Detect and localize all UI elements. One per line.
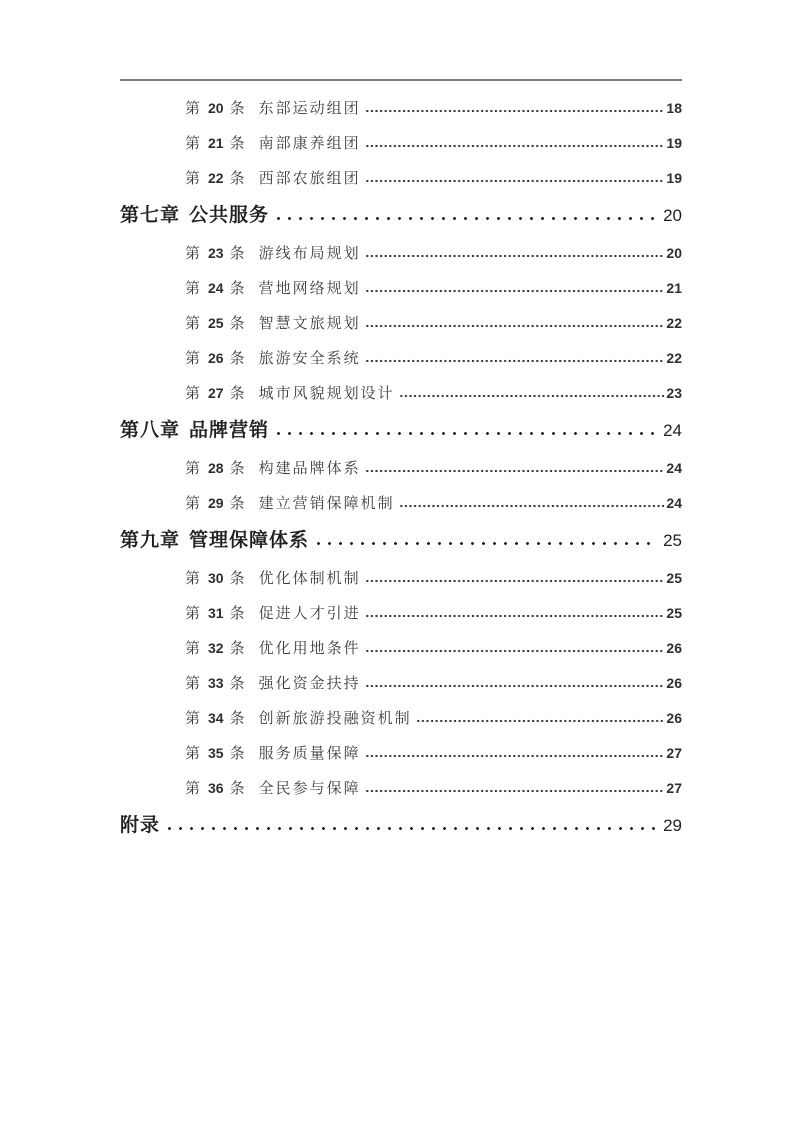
toc-entry-label-prefix: 第 xyxy=(185,316,203,332)
toc-entry-number: 26 xyxy=(208,350,224,366)
toc-entry-label-prefix: 第 xyxy=(185,461,203,477)
toc-entry-title: 游线布局规划 xyxy=(258,246,361,262)
toc-entry-title: 旅游安全系统 xyxy=(258,351,361,367)
toc-chapter-entry[interactable] xyxy=(120,411,682,451)
toc-article-entry[interactable] xyxy=(185,271,682,306)
toc-entry-title: 管理保障体系 xyxy=(189,530,310,551)
dot-leader xyxy=(273,431,656,436)
toc-entry-title: 全民参与保障 xyxy=(258,781,361,797)
dot-leader xyxy=(365,614,665,618)
toc-entry-number: 31 xyxy=(208,605,224,621)
toc-entry-label-suffix: 条 xyxy=(229,676,247,692)
dot-leader xyxy=(365,324,665,328)
toc-article-entry[interactable] xyxy=(185,126,682,161)
toc-entry-label-suffix: 条 xyxy=(229,711,247,727)
dot-leader xyxy=(365,254,665,258)
toc-article-entry[interactable] xyxy=(185,236,682,271)
dot-leader xyxy=(365,289,665,293)
toc-entry-title: 公共服务 xyxy=(189,205,270,226)
toc-entry-label-suffix: 条 xyxy=(229,281,247,297)
toc-article-entry[interactable] xyxy=(185,341,682,376)
toc-article-entry[interactable] xyxy=(185,306,682,341)
dot-leader xyxy=(399,504,665,508)
toc-entry-page-number: 22 xyxy=(666,350,682,366)
dot-leader xyxy=(365,789,665,793)
dot-leader xyxy=(313,541,656,546)
toc-entry-page-number: 27 xyxy=(666,745,682,761)
toc-entry-page-number: 24 xyxy=(663,421,682,440)
toc-entry-page-number: 24 xyxy=(666,495,682,511)
toc-article-entry[interactable] xyxy=(185,561,682,596)
toc-entry-title: 构建品牌体系 xyxy=(258,461,361,477)
dot-leader xyxy=(365,359,665,363)
dot-leader xyxy=(365,649,665,653)
toc-entry-page-number: 25 xyxy=(663,531,682,550)
dot-leader xyxy=(365,109,665,113)
dot-leader xyxy=(399,394,665,398)
dot-leader xyxy=(416,719,665,723)
toc-entry-title: 城市风貌规划设计 xyxy=(258,386,395,402)
toc-entry-label-suffix: 条 xyxy=(229,571,247,587)
toc-entry-page-number: 26 xyxy=(666,640,682,656)
dot-leader xyxy=(365,754,665,758)
toc-entry-number: 27 xyxy=(208,385,224,401)
toc-entry-title: 优化用地条件 xyxy=(258,641,361,657)
toc-entry-label-suffix: 条 xyxy=(229,781,247,797)
toc-article-entry[interactable] xyxy=(185,376,682,411)
toc-entry-page-number: 19 xyxy=(666,135,682,151)
toc-entry-number: 35 xyxy=(208,745,224,761)
toc-entry-label-suffix: 条 xyxy=(229,171,247,187)
toc-entry-title: 东部运动组团 xyxy=(258,101,361,117)
toc-entry-label-suffix: 条 xyxy=(229,641,247,657)
toc-entry-title: 创新旅游投融资机制 xyxy=(258,711,412,727)
toc-entry-label-prefix: 第 xyxy=(185,711,203,727)
toc-entry-label-prefix: 第 xyxy=(185,496,203,512)
toc-entry-label-prefix: 第 xyxy=(185,246,203,262)
toc-article-entry[interactable] xyxy=(185,701,682,736)
toc-entry-label: 附录 xyxy=(120,815,161,836)
toc-entry-label-suffix: 条 xyxy=(229,496,247,512)
toc-entry-number: 36 xyxy=(208,780,224,796)
toc-entry-label-suffix: 条 xyxy=(229,386,247,402)
toc-entry-page-number: 20 xyxy=(663,206,682,225)
toc-entry-page-number: 26 xyxy=(666,675,682,691)
toc-article-entry[interactable] xyxy=(185,486,682,521)
header-rule xyxy=(120,79,682,81)
toc-entry-label-suffix: 条 xyxy=(229,101,247,117)
toc-entry-number: 21 xyxy=(208,135,224,151)
toc-entry-label-prefix: 第 xyxy=(185,281,203,297)
toc-article-entry[interactable] xyxy=(185,596,682,631)
toc-entry-number: 23 xyxy=(208,245,224,261)
toc-entry-page-number: 27 xyxy=(666,780,682,796)
toc-entry-page-number: 24 xyxy=(666,460,682,476)
toc-entry-label-prefix: 第 xyxy=(185,101,203,117)
dot-leader xyxy=(365,144,665,148)
toc-entry-label: 第八章 xyxy=(120,420,181,441)
toc-entry-label-suffix: 条 xyxy=(229,136,247,152)
toc-entry-label-suffix: 条 xyxy=(229,606,247,622)
dot-leader xyxy=(273,216,656,221)
toc-entry-page-number: 25 xyxy=(666,605,682,621)
dot-leader xyxy=(365,469,665,473)
toc-entry-page-number: 25 xyxy=(666,570,682,586)
toc-entry-number: 29 xyxy=(208,495,224,511)
toc-entry-page-number: 18 xyxy=(666,100,682,116)
toc-entry-label-prefix: 第 xyxy=(185,606,203,622)
toc-entry-page-number: 22 xyxy=(666,315,682,331)
toc-entry-label-suffix: 条 xyxy=(229,461,247,477)
toc-entry-title: 南部康养组团 xyxy=(258,136,361,152)
toc-entry-label-prefix: 第 xyxy=(185,746,203,762)
toc-article-entry[interactable] xyxy=(185,631,682,666)
toc-entry-title: 西部农旅组团 xyxy=(258,171,361,187)
toc-entry-label-prefix: 第 xyxy=(185,386,203,402)
toc-entry-label-prefix: 第 xyxy=(185,171,203,187)
toc-entry-number: 33 xyxy=(208,675,224,691)
table-of-contents xyxy=(120,91,682,846)
dot-leader xyxy=(164,826,656,831)
toc-article-entry[interactable] xyxy=(185,91,682,126)
toc-entry-label-prefix: 第 xyxy=(185,676,203,692)
toc-entry-label-prefix: 第 xyxy=(185,136,203,152)
toc-entry-title: 智慧文旅规划 xyxy=(258,316,361,332)
toc-article-entry[interactable] xyxy=(185,771,682,806)
toc-article-entry[interactable] xyxy=(185,451,682,486)
toc-entry-page-number: 23 xyxy=(666,385,682,401)
toc-entry-title: 优化体制机制 xyxy=(258,571,361,587)
toc-entry-title: 营地网络规划 xyxy=(258,281,361,297)
toc-entry-label-prefix: 第 xyxy=(185,781,203,797)
toc-entry-title: 强化资金扶持 xyxy=(258,676,361,692)
toc-entry-label: 第七章 xyxy=(120,205,181,226)
toc-content xyxy=(120,79,682,846)
toc-entry-number: 28 xyxy=(208,460,224,476)
toc-entry-label-suffix: 条 xyxy=(229,316,247,332)
toc-entry-title: 品牌营销 xyxy=(189,420,270,441)
toc-entry-page-number: 21 xyxy=(666,280,682,296)
toc-entry-number: 24 xyxy=(208,280,224,296)
toc-entry-label-suffix: 条 xyxy=(229,246,247,262)
toc-chapter-entry[interactable] xyxy=(120,521,682,561)
toc-entry-title: 服务质量保障 xyxy=(258,746,361,762)
toc-entry-number: 30 xyxy=(208,570,224,586)
toc-entry-page-number: 20 xyxy=(666,245,682,261)
toc-entry-page-number: 19 xyxy=(666,170,682,186)
dot-leader xyxy=(365,579,665,583)
toc-entry-title: 建立营销保障机制 xyxy=(258,496,395,512)
dot-leader xyxy=(365,684,665,688)
toc-entry-label: 第九章 xyxy=(120,530,181,551)
toc-chapter-entry[interactable] xyxy=(120,196,682,236)
toc-entry-number: 25 xyxy=(208,315,224,331)
toc-chapter-entry[interactable] xyxy=(120,806,682,846)
toc-article-entry[interactable] xyxy=(185,736,682,771)
toc-entry-number: 32 xyxy=(208,640,224,656)
toc-entry-label-prefix: 第 xyxy=(185,351,203,367)
toc-entry-label-prefix: 第 xyxy=(185,571,203,587)
toc-entry-label-suffix: 条 xyxy=(229,746,247,762)
toc-entry-label-suffix: 条 xyxy=(229,351,247,367)
toc-article-entry[interactable] xyxy=(185,161,682,196)
toc-entry-number: 20 xyxy=(208,100,224,116)
toc-article-entry[interactable] xyxy=(185,666,682,701)
dot-leader xyxy=(365,179,665,183)
toc-entry-label-prefix: 第 xyxy=(185,641,203,657)
toc-entry-title: 促进人才引进 xyxy=(258,606,361,622)
toc-entry-number: 22 xyxy=(208,170,224,186)
toc-entry-page-number: 26 xyxy=(666,710,682,726)
toc-entry-number: 34 xyxy=(208,710,224,726)
toc-entry-page-number: 29 xyxy=(663,816,682,835)
